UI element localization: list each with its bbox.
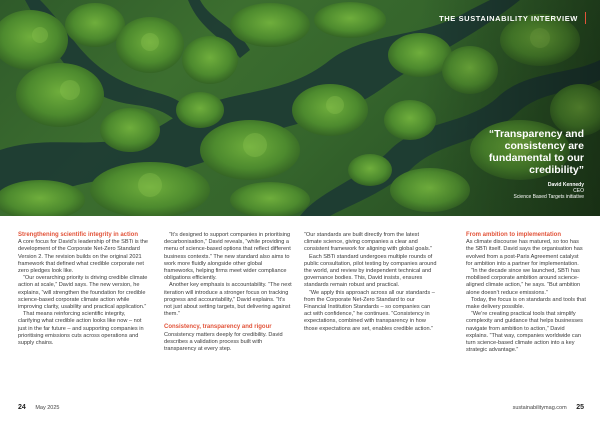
paragraph: Consistency matters deeply for credibility. David describes a validation process built with transparency at every step.: [164, 331, 283, 353]
paragraph: Each SBTi standard undergoes multiple rounds of public consultation, pilot testing by companies around the world, and review by independent technical and governance bodies. This, David insists, ensures standards remain robust and practical.: [304, 253, 437, 289]
section-label: THE SUSTAINABILITY INTERVIEW: [439, 14, 578, 23]
issue-date: May 2025: [35, 405, 60, 411]
article-column-2: [164, 232, 294, 353]
attribution-org: Science Based Targets initiative: [513, 194, 584, 201]
section-label-divider: [585, 12, 586, 24]
subheading: From ambition to implementation: [466, 232, 562, 238]
paragraph: “We’re creating practical tools that simplify complexity and guidance that helps businesses navigate from ambition to action,” David explains. “That way, companies worldwide can turn science-based climate action into a key strategic advantage.”: [466, 311, 583, 354]
page-number-left: 24: [18, 404, 26, 411]
quote-attribution: [474, 182, 584, 201]
paragraph: “Our standards are built directly from the latest climate science, giving companies a clear and consistent framework for aligning with global goals.”: [304, 232, 433, 253]
footer-right: [513, 404, 584, 411]
paragraph: “We apply this approach across all our standards – from the Corporate Net-Zero Standard to our Financial Institution Standards – so companies can act with confidence,” he continues. “Consistency in expectations, combined with transparency in how those expectations are set, enables credible action.”: [304, 289, 435, 332]
attribution-name: David Kennedy: [547, 182, 584, 188]
paragraph: “Our overarching priority is driving credible climate action at scale,” David says. The new version, he explains, “will strengthen the foundation for credible science-based corporate climate action while improving clarity, usability and practical application.”: [18, 275, 148, 311]
paragraph: “It’s designed to support companies in prioritising decarbonisation,” David reveals, “while providing a menu of science-based options that reflect different business contexts.” The new standard also aims to work more fluidly alongside other global frameworks, helping firms meet wider compliance obligations efficiently.: [164, 232, 291, 282]
site-url: sustainabilitymag.com: [512, 405, 567, 411]
footer-left: [18, 404, 59, 411]
paragraph: A core focus for David’s leadership of the SBTi is the development of the Corporate Net-Zero Standard Version 2. The revision builds on the original 2021 framework that defined what credible corporate net zero pledges look like.: [18, 239, 148, 275]
paragraph: That means reinforcing scientific integrity, clarifying what credible action looks like now – not just in the far future – and supporting companies in prioritising emissions cuts across operations and supply chains.: [18, 311, 144, 347]
paragraph: “In the decade since we launched, SBTi has mobilised corporate ambition around science-aligned climate action,” he says. “But ambition alone doesn’t reduce emissions.”: [466, 268, 581, 296]
page-number-right: 25: [576, 404, 584, 411]
article-column-3: [304, 232, 438, 333]
subheading: Strengthening scientific integrity in action: [18, 232, 139, 238]
attribution-role: CEO: [573, 188, 584, 195]
paragraph: Today, the focus is on standards and tools that make delivery possible.: [466, 296, 586, 311]
paragraph: Another key emphasis is accountability. “The next iteration will introduce a stronger focus on tracking progress and accountability,” David explains. “It’s not just about setting targets, but delivering against them.”: [164, 282, 292, 318]
subheading: Consistency, transparency and rigour: [164, 324, 272, 331]
article-column-1: [18, 232, 148, 347]
article-column-4: [466, 232, 586, 354]
paragraph: As climate discourse has matured, so too has the SBTi itself. David says the organisation has evolved from a post-Paris Agreement catalyst for ambition into a partner for implementation.: [466, 239, 583, 267]
pull-quote: “Transparency and consistency are fundamental to our credibility”: [488, 128, 584, 176]
